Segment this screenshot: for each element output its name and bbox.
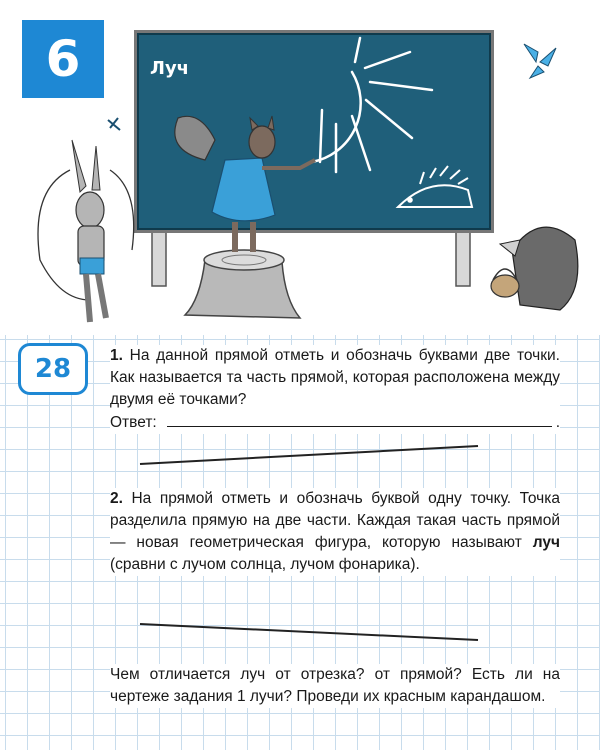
task-3-text: Чем отличается луч от отрезка? от прямой? Есть ли на чертеже задания 1 лучи? Проведи их красным карандашом. bbox=[110, 666, 560, 705]
lesson-number-badge bbox=[22, 20, 104, 98]
task-2 bbox=[110, 488, 560, 576]
task-1 bbox=[110, 345, 560, 434]
page-number-badge bbox=[18, 343, 88, 395]
answer-row bbox=[110, 411, 560, 434]
page-number: 28 bbox=[34, 354, 72, 384]
task-3 bbox=[110, 664, 560, 708]
task-2-text-before: На прямой отметь и обозначь буквой одну точку. Точка разделила прямую на две части. Каждая такая часть прямой — новая геометрическая фигура, которую называют bbox=[110, 490, 560, 551]
rabbit-with-jump-rope bbox=[38, 140, 134, 322]
answer-field[interactable] bbox=[167, 411, 552, 427]
lesson-number: 6 bbox=[45, 30, 81, 88]
answer-label: Ответ: bbox=[110, 414, 157, 431]
board-leg-right bbox=[456, 226, 470, 286]
board-leg-left bbox=[152, 226, 166, 286]
task-1-text: На данной прямой отметь и обозначь буквами две точки. Как называется та часть прямой, которая расположена между двумя её точками? bbox=[110, 347, 560, 408]
task-2-number: 2. bbox=[110, 490, 123, 507]
hedgehog-with-basket bbox=[491, 227, 578, 310]
board-title: Луч bbox=[150, 58, 190, 79]
answer-end: . bbox=[555, 414, 560, 431]
task-2-text-after: (сравни с лучом солнца, лучом фонарика). bbox=[110, 556, 420, 573]
butterfly-icon bbox=[524, 44, 556, 78]
task-1-number: 1. bbox=[110, 347, 123, 364]
tree-stump bbox=[185, 250, 300, 318]
task-2-term: луч bbox=[532, 534, 560, 551]
dragonfly-icon bbox=[108, 118, 120, 130]
